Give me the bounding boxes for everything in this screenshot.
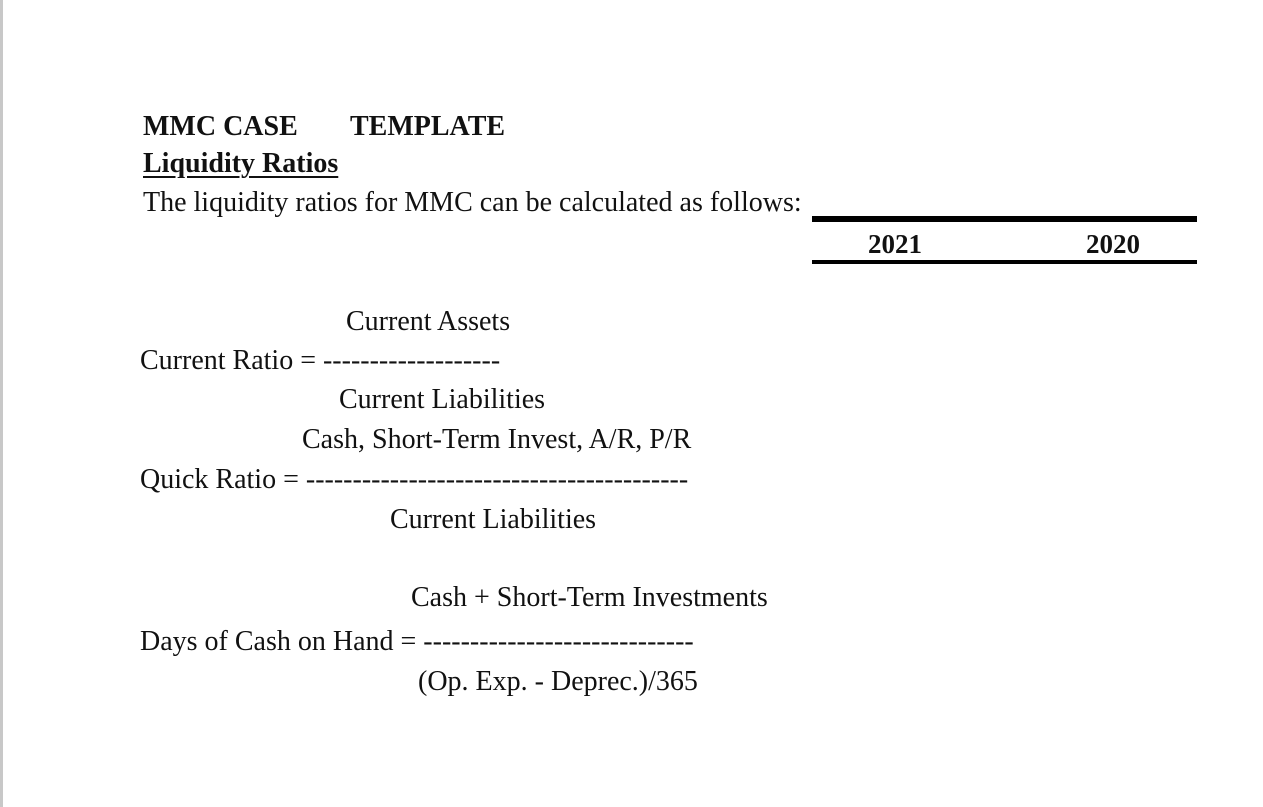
days-cash-label: Days of Cash on Hand = ----------------------------- — [140, 626, 694, 657]
quick-ratio-numerator: Cash, Short-Term Invest, A/R, P/R — [302, 424, 692, 455]
current-ratio-label: Current Ratio = ------------------- — [140, 345, 501, 376]
days-cash-numerator: Cash + Short-Term Investments — [411, 582, 768, 613]
quick-ratio-denominator: Current Liabilities — [390, 504, 597, 535]
current-ratio-denominator: Current Liabilities — [339, 384, 546, 415]
quick-ratio-label: Quick Ratio = ----------------------------------------- — [140, 464, 689, 495]
template-label: TEMPLATE — [350, 111, 506, 142]
year-2021-header: 2021 — [868, 229, 922, 259]
header-bottom-rule — [812, 260, 1197, 264]
current-ratio-numerator: Current Assets — [346, 306, 511, 337]
header-top-rule — [812, 216, 1197, 222]
page-edge — [0, 0, 3, 807]
case-label: MMC CASE — [143, 111, 298, 142]
days-cash-denominator: (Op. Exp. - Deprec.)/365 — [418, 666, 698, 697]
year-2020-header: 2020 — [1086, 229, 1140, 259]
intro-text: The liquidity ratios for MMC can be calculated as follows: — [143, 187, 802, 218]
section-title: Liquidity Ratios — [143, 148, 339, 179]
